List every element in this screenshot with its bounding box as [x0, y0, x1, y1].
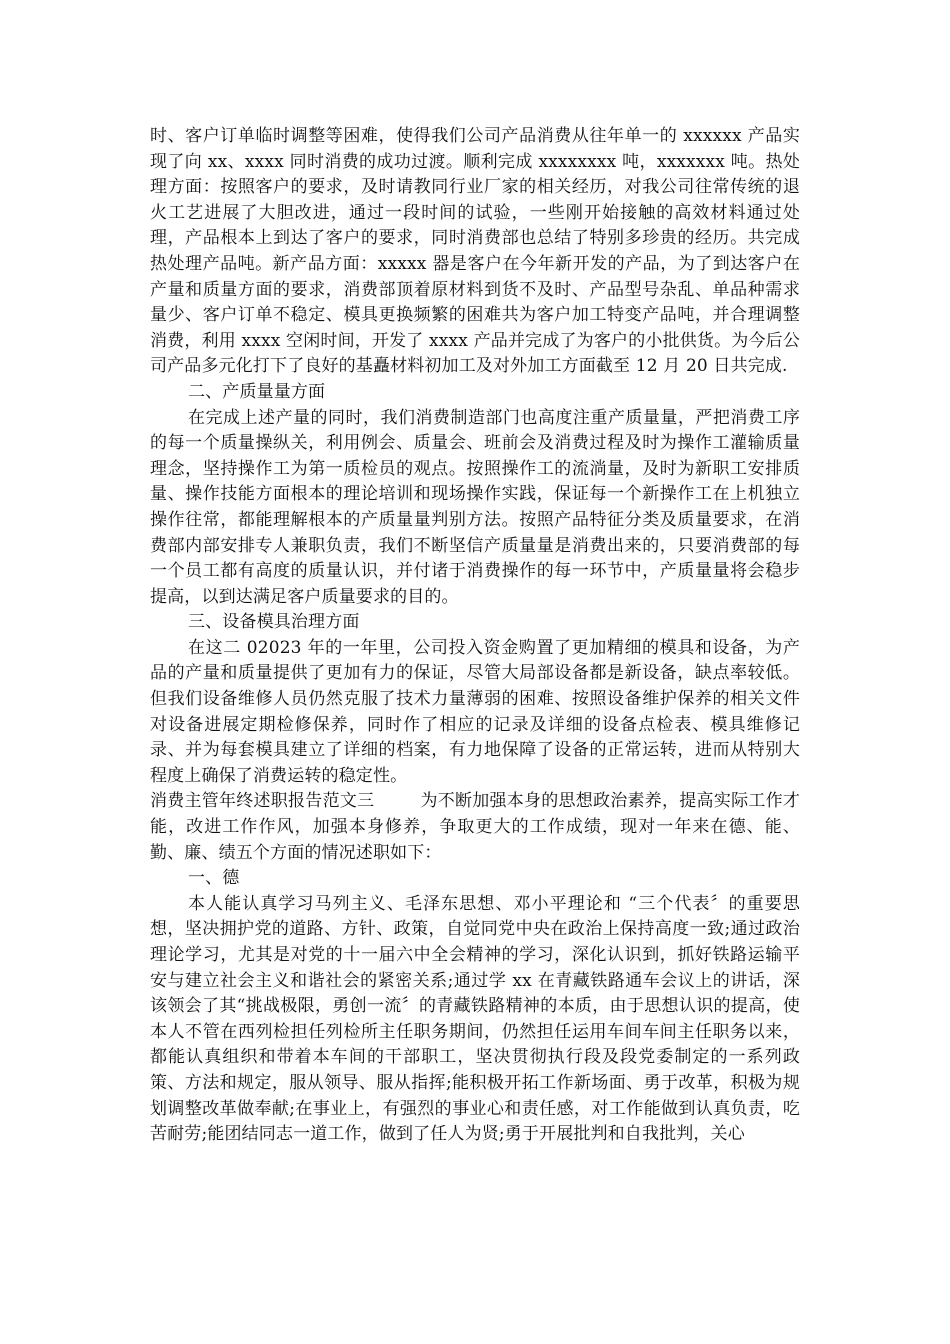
section-heading-equipment: 三、设备模具治理方面 — [188, 612, 360, 633]
section-heading-quality: 二、产质量量方面 — [188, 381, 326, 402]
paragraph-equipment: 在这二 02023 年的一年里，公司投入资金购置了更加精细的模具和设备，为产品的产量和质量提供了更加有力的保证，尽管大局部设备都是新设备，缺点率较低。但我们设备维修人员仍然克服了技术力量薄弱的困难、按照设备维护保养的相关文件对设备进展定期检修保养，同时作了相应的记录及详细的设备点检表、模具维修记录、并为每套模具建立了详细的档案，有力地保障了设备的正常运转，进而从特别大程度上确保了消费运转的稳定性。 — [150, 637, 800, 786]
paragraph-quality: 在完成上述产量的同时，我们消费制造部门也高度注重产质量量，严把消费工序的每一个质量操纵关，利用例会、质量会、班前会及消费过程及时为操作工灌输质量理念，坚持操作工为第一质检员的观点。按照操作工的流淌量，及时为新职工安排质量、操作技能方面根本的理论培训和现场操作实践，保证每一个新操作工在上机独立操作往常，都能理解根本的产质量量判别方法。按照产品特征分类及质量要求，在消费部内部安排专人兼职负责，我们不断坚信产质量量是消费出来的，只要消费部的每一个员工都有高度的质量认识，并付诸于消费操作的每一环节中，产质量量将会稳步提高，以到达满足客户质量要求的目的。 — [150, 407, 800, 607]
paragraph-morality: 本人能认真学习马列主义、毛泽东思想、邓小平理论和 “三个代表〞的重要思想，坚决拥护党的道路、方针、政策，自觉同党中央在政治上保持高度一致;通过政治理论学习，尤其是对党的十一届六中全会精神的学习，深化认识到，抓好铁路运输平安与建立社会主义和谐社会的紧密关系;通过学 xx 在青藏铁路通车会议上的讲话，深该领会了其“挑战极限，勇创一流〞的青藏铁路精神的本质，由于思想认识的提高，使本人不管在西列检担任列检所主任职务期间，仍然担任运用车间车间主任职务以来，都能认真组织和带着本车间的干部职工，坚决贯彻执行段及段党委制定的一系列政策、方法和规定，服从领导、服从指挥;能积极开拓工作新场面、勇于改革，积极为规划调整改革做奉献;在事业上，有强烈的事业心和责任感，对工作能做到认真负责，吃苦耐劳;能团结同志一道工作，做到了任人为贤;勇于开展批判和自我批判，关心 — [150, 893, 800, 1145]
document-body — [150, 124, 800, 1148]
section-heading-morality: 一、德 — [188, 868, 240, 889]
paragraph-output-summary: 时、客户订单临时调整等困难，使得我们公司产品消费从往年单一的 xxxxxx 产品实现了向 xx、xxxx 同时消费的成功过渡。顺利完成 xxxxxxxx 吨，xxxxxxx 吨。热处理方面：按照客户的要求，及时请教同行业厂家的相关经历，对我公司往常传统的退火工艺进展了大胆改进，通过一段时间的试验，一些刚开始接触的高效材料通过处理，产品根本上到达了客户的要求，同时消费部也总结了特别多珍贵的经历。共完成热处理产品吨。新产品方面：xxxxx 器是客户在今年新开发的产品，为了到达客户在产量和质量方面的要求，消费部顶着原材料到货不及时、产品型号杂乱、单品种需求量少、客户订单不稳定、模具更换频繁的困难共为客户加工特变产品吨，并合理调整消费，利用 xxxx 空闲时间，开发了 xxxx 产品并完成了为客户的小批供货。为今后公司产品多元化打下了良好的基矗材料初加工及对外加工方面截至 12 月 20 日共完成. — [150, 126, 800, 377]
paragraph-report-three — [150, 789, 800, 866]
report-intro: 为不断加强本身的思想政治素养，提高实际工作才能，改进工作作风，加强本身修养，争取更大的工作成绩，现对一年来在德、能、勤、廉、绩五个方面的情况述职如下： — [150, 791, 800, 863]
report-title: 消费主管年终述职报告范文三 — [150, 791, 375, 812]
